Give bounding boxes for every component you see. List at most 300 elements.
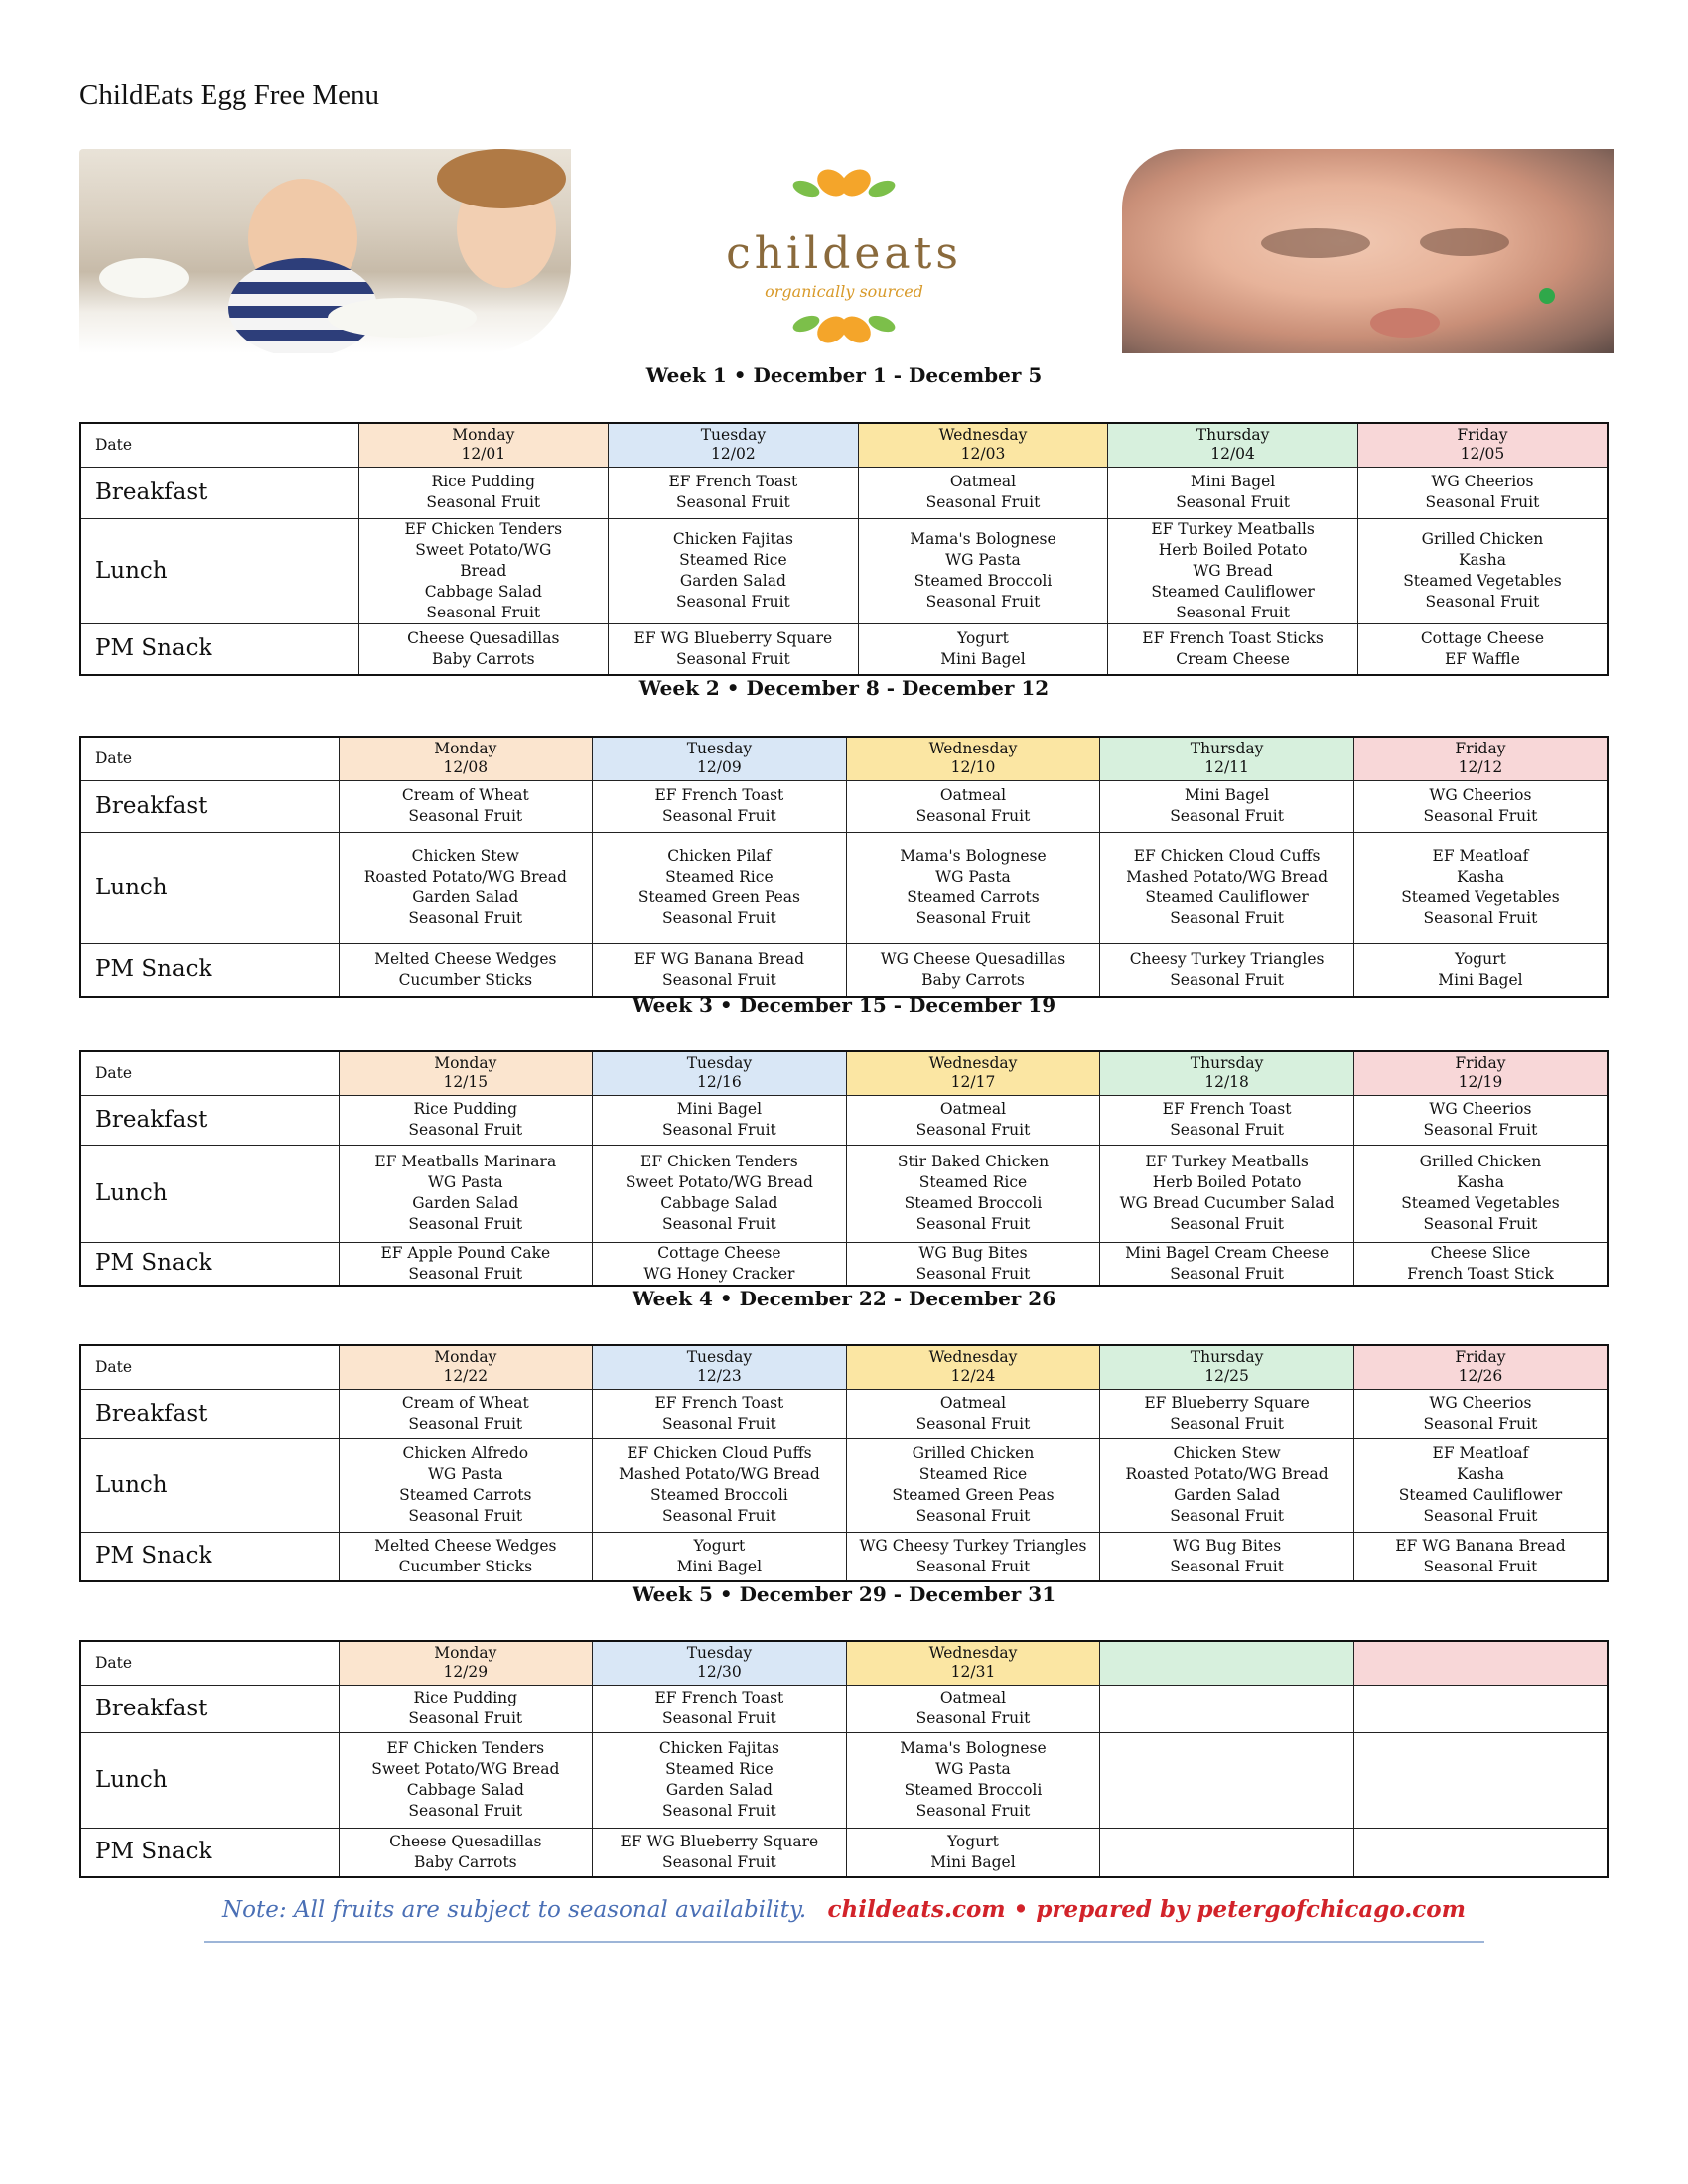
day-date: 12/11 bbox=[1204, 758, 1249, 777]
cell-snack bbox=[1108, 623, 1358, 675]
snack-line: Seasonal Fruit bbox=[1170, 1557, 1284, 1575]
row-lunch bbox=[80, 832, 1608, 943]
lunch-line: Seasonal Fruit bbox=[1423, 909, 1538, 927]
day-name: Tuesday bbox=[700, 426, 767, 445]
lunch-line: Garden Salad bbox=[679, 572, 786, 590]
day-header bbox=[858, 423, 1108, 467]
breakfast-line: Seasonal Fruit bbox=[1423, 1415, 1538, 1433]
day-name: Wednesday bbox=[928, 1348, 1018, 1367]
lunch-line: Grilled Chicken bbox=[1419, 1153, 1542, 1170]
day-header bbox=[1353, 1641, 1608, 1685]
day-date: 12/26 bbox=[1458, 1367, 1503, 1386]
cell-breakfast bbox=[858, 467, 1108, 518]
day-header bbox=[846, 1641, 1100, 1685]
lunch-line: EF Chicken Tenders bbox=[404, 519, 563, 538]
photo-children-eating bbox=[79, 149, 571, 353]
lunch-line: EF Turkey Meatballs bbox=[1145, 1153, 1309, 1170]
lunch-line: EF Chicken Tenders bbox=[640, 1153, 798, 1170]
snack-line: WG Cheese Quesadillas bbox=[880, 949, 1066, 968]
breakfast-line: WG Cheerios bbox=[1429, 786, 1532, 804]
day-header bbox=[339, 1641, 593, 1685]
lunch-line: Chicken Fajitas bbox=[658, 1739, 779, 1757]
breakfast-line: WG Cheerios bbox=[1429, 1394, 1532, 1412]
logo-tagline: organically sourced bbox=[765, 282, 923, 301]
cell-snack bbox=[1353, 1828, 1608, 1877]
breakfast-line: Seasonal Fruit bbox=[408, 1415, 523, 1433]
day-header bbox=[593, 737, 847, 780]
lunch-line: WG Pasta bbox=[945, 551, 1021, 569]
cell-lunch bbox=[1108, 518, 1358, 623]
breakfast-line: Seasonal Fruit bbox=[1170, 1415, 1284, 1433]
lunch-line: Mashed Potato/WG Bread bbox=[618, 1465, 820, 1483]
day-name: Tuesday bbox=[686, 1348, 753, 1367]
row-snack bbox=[80, 1242, 1608, 1286]
row-date bbox=[80, 1345, 1608, 1389]
lunch-line: Steamed Broccoli bbox=[904, 1194, 1043, 1212]
lunch-line: Steamed Green Peas bbox=[892, 1486, 1055, 1504]
breakfast-line: Oatmeal bbox=[949, 473, 1017, 490]
snack-line: Cottage Cheese bbox=[1420, 628, 1545, 647]
row-label-date: Date bbox=[80, 737, 339, 780]
row-lunch bbox=[80, 1438, 1608, 1532]
cell-lunch bbox=[1100, 1145, 1354, 1242]
document-title: ChildEats Egg Free Menu bbox=[79, 79, 380, 111]
breakfast-line: WG Cheerios bbox=[1431, 473, 1534, 490]
snack-line: WG Bug Bites bbox=[918, 1243, 1028, 1262]
week-menu-table bbox=[79, 422, 1609, 676]
row-label-breakfast: Breakfast bbox=[80, 1389, 339, 1438]
lunch-line: Seasonal Fruit bbox=[915, 1215, 1031, 1233]
breakfast-line: Seasonal Fruit bbox=[1425, 493, 1540, 511]
lunch-line: Steamed Broccoli bbox=[914, 572, 1053, 590]
day-name: Wednesday bbox=[928, 1644, 1018, 1663]
breakfast-line: Seasonal Fruit bbox=[408, 807, 523, 825]
lunch-line: Chicken Alfredo bbox=[402, 1444, 529, 1462]
breakfast-line: EF French Toast bbox=[654, 1689, 784, 1706]
cell-snack bbox=[1353, 943, 1608, 997]
week-menu-table bbox=[79, 736, 1609, 998]
breakfast-line: Rice Pudding bbox=[413, 1100, 518, 1118]
day-header bbox=[593, 1051, 847, 1095]
row-label-snack: PM Snack bbox=[80, 1242, 339, 1286]
lunch-line: WG Bread bbox=[1193, 561, 1273, 580]
lunch-line: Steamed Vegetables bbox=[1401, 888, 1560, 906]
lunch-line: Steamed Green Peas bbox=[637, 888, 800, 906]
childeats-logo bbox=[695, 159, 993, 357]
lunch-line: Seasonal Fruit bbox=[1170, 1507, 1284, 1525]
cell-breakfast bbox=[1108, 467, 1358, 518]
cell-lunch bbox=[339, 832, 593, 943]
lunch-line: Seasonal Fruit bbox=[426, 603, 541, 621]
lunch-line: Steamed Broccoli bbox=[904, 1781, 1043, 1799]
breakfast-line: Cream of Wheat bbox=[401, 786, 529, 804]
day-date: 12/17 bbox=[950, 1073, 996, 1092]
cell-snack bbox=[858, 623, 1108, 675]
cell-lunch bbox=[1353, 1145, 1608, 1242]
snack-line: EF WG Blueberry Square bbox=[620, 1832, 819, 1850]
lunch-line: Seasonal Fruit bbox=[408, 1215, 523, 1233]
breakfast-line: EF French Toast bbox=[654, 786, 784, 804]
day-header bbox=[1100, 737, 1354, 780]
lunch-line: Cabbage Salad bbox=[660, 1194, 778, 1212]
snack-line: Mini Bagel bbox=[940, 649, 1026, 668]
cell-lunch bbox=[593, 1438, 847, 1532]
cell-breakfast bbox=[339, 1389, 593, 1438]
lunch-line: Mama's Bolognese bbox=[900, 847, 1047, 865]
snack-line: Mini Bagel bbox=[930, 1852, 1016, 1871]
lunch-line: EF Meatloaf bbox=[1432, 1444, 1529, 1462]
breakfast-line: Seasonal Fruit bbox=[662, 807, 776, 825]
cell-lunch bbox=[339, 1732, 593, 1828]
cell-lunch bbox=[1100, 1438, 1354, 1532]
snack-line: EF Waffle bbox=[1444, 649, 1520, 668]
lunch-line: Cabbage Salad bbox=[424, 582, 542, 601]
row-label-breakfast: Breakfast bbox=[80, 467, 358, 518]
week-menu-table bbox=[79, 1640, 1609, 1878]
breakfast-line: Seasonal Fruit bbox=[915, 1121, 1031, 1139]
cell-breakfast bbox=[1100, 1389, 1354, 1438]
cell-snack bbox=[609, 623, 859, 675]
lunch-line: WG Pasta bbox=[427, 1465, 503, 1483]
lunch-line: Chicken Pilaf bbox=[667, 847, 772, 865]
day-header bbox=[358, 423, 609, 467]
row-label-snack: PM Snack bbox=[80, 943, 339, 997]
lunch-line: Garden Salad bbox=[1174, 1486, 1281, 1504]
day-date: 12/30 bbox=[697, 1663, 742, 1682]
breakfast-line: Seasonal Fruit bbox=[1423, 1121, 1538, 1139]
lunch-line: Grilled Chicken bbox=[1421, 530, 1544, 548]
breakfast-line: Mini Bagel bbox=[676, 1100, 763, 1118]
cell-breakfast bbox=[1353, 1095, 1608, 1145]
day-header bbox=[1100, 1051, 1354, 1095]
row-breakfast bbox=[80, 1389, 1608, 1438]
cell-snack bbox=[846, 1532, 1100, 1581]
cell-breakfast bbox=[846, 1095, 1100, 1145]
lunch-line: Seasonal Fruit bbox=[676, 593, 790, 611]
snack-line: Yogurt bbox=[1455, 949, 1506, 968]
lunch-line: EF Chicken Cloud Puffs bbox=[627, 1444, 812, 1462]
lunch-line: Chicken Stew bbox=[1173, 1444, 1281, 1462]
breakfast-line: Oatmeal bbox=[939, 1689, 1007, 1706]
lunch-line: Steamed Vegetables bbox=[1401, 1194, 1560, 1212]
lunch-line: Kasha bbox=[1456, 1173, 1504, 1191]
snack-line: Melted Cheese Wedges bbox=[374, 949, 557, 968]
lunch-line: Seasonal Fruit bbox=[408, 1507, 523, 1525]
lunch-line: WG Pasta bbox=[935, 1760, 1011, 1778]
cell-breakfast bbox=[1357, 467, 1608, 518]
snack-line: Cheese Quesadillas bbox=[389, 1832, 542, 1850]
row-label-date: Date bbox=[80, 423, 358, 467]
lunch-line: Sweet Potato/WG Bread bbox=[371, 1760, 560, 1778]
week-title: Week 3 • December 15 - December 19 bbox=[632, 993, 1056, 1017]
breakfast-line: Seasonal Fruit bbox=[408, 1121, 523, 1139]
day-date: 12/15 bbox=[443, 1073, 489, 1092]
cell-snack bbox=[339, 1532, 593, 1581]
lunch-line: Chicken Fajitas bbox=[672, 530, 793, 548]
day-name: Wednesday bbox=[928, 740, 1018, 758]
week-title: Week 1 • December 1 - December 5 bbox=[645, 363, 1043, 387]
lunch-line: Garden Salad bbox=[412, 1194, 519, 1212]
day-header bbox=[1353, 1345, 1608, 1389]
breakfast-line: Seasonal Fruit bbox=[662, 1415, 776, 1433]
day-header bbox=[1100, 1345, 1354, 1389]
cell-breakfast bbox=[609, 467, 859, 518]
cell-lunch bbox=[1357, 518, 1608, 623]
cell-breakfast bbox=[358, 467, 609, 518]
breakfast-line: Mini Bagel bbox=[1190, 473, 1276, 490]
day-header bbox=[1353, 737, 1608, 780]
breakfast-line: Oatmeal bbox=[939, 1394, 1007, 1412]
snack-line: Seasonal Fruit bbox=[915, 1557, 1031, 1575]
cell-lunch bbox=[609, 518, 859, 623]
row-label-breakfast: Breakfast bbox=[80, 1685, 339, 1732]
row-date bbox=[80, 737, 1608, 780]
lunch-line: EF Turkey Meatballs bbox=[1151, 519, 1315, 538]
lunch-line: Roasted Potato/WG Bread bbox=[1125, 1465, 1329, 1483]
snack-line: Seasonal Fruit bbox=[662, 970, 776, 989]
lunch-line: Seasonal Fruit bbox=[1170, 1215, 1284, 1233]
cell-snack bbox=[1100, 943, 1354, 997]
snack-line: Cheesy Turkey Triangles bbox=[1129, 949, 1325, 968]
day-date: 12/18 bbox=[1204, 1073, 1249, 1092]
cell-lunch bbox=[846, 1732, 1100, 1828]
row-lunch bbox=[80, 1732, 1608, 1828]
row-date bbox=[80, 1641, 1608, 1685]
day-date: 12/23 bbox=[697, 1367, 742, 1386]
snack-line: EF WG Banana Bread bbox=[1395, 1536, 1566, 1555]
week-menu-table bbox=[79, 1050, 1609, 1287]
cell-breakfast bbox=[846, 1685, 1100, 1732]
day-header bbox=[593, 1641, 847, 1685]
lunch-line: EF Chicken Tenders bbox=[386, 1739, 545, 1757]
snack-line: WG Honey Cracker bbox=[643, 1264, 795, 1283]
row-label-lunch: Lunch bbox=[80, 1438, 339, 1532]
day-header bbox=[1100, 1641, 1354, 1685]
day-date: 12/01 bbox=[461, 445, 506, 464]
breakfast-line: Rice Pudding bbox=[431, 473, 536, 490]
cell-snack bbox=[1353, 1532, 1608, 1581]
row-label-lunch: Lunch bbox=[80, 1732, 339, 1828]
snack-line: Seasonal Fruit bbox=[1423, 1557, 1538, 1575]
lunch-line: Mama's Bolognese bbox=[900, 1739, 1047, 1757]
lunch-line: Roasted Potato/WG Bread bbox=[363, 868, 567, 886]
row-label-snack: PM Snack bbox=[80, 623, 358, 675]
lunch-line: Seasonal Fruit bbox=[1423, 1507, 1538, 1525]
snack-line: Seasonal Fruit bbox=[1170, 1264, 1284, 1283]
day-header bbox=[1108, 423, 1358, 467]
lunch-line: WG Pasta bbox=[935, 868, 1011, 886]
breakfast-line: Seasonal Fruit bbox=[426, 493, 541, 511]
cell-snack bbox=[593, 1532, 847, 1581]
cell-lunch bbox=[858, 518, 1108, 623]
breakfast-line: Oatmeal bbox=[939, 786, 1007, 804]
day-name: Thursday bbox=[1190, 1054, 1264, 1073]
breakfast-line: Seasonal Fruit bbox=[925, 493, 1041, 511]
day-name: Friday bbox=[1455, 740, 1506, 758]
day-date: 12/16 bbox=[697, 1073, 742, 1092]
cell-lunch bbox=[846, 1145, 1100, 1242]
cell-lunch bbox=[593, 832, 847, 943]
breakfast-line: WG Cheerios bbox=[1429, 1100, 1532, 1118]
day-header bbox=[846, 737, 1100, 780]
snack-line: Cottage Cheese bbox=[657, 1243, 781, 1262]
day-header bbox=[846, 1051, 1100, 1095]
lunch-line: Steamed Vegetables bbox=[1403, 572, 1562, 590]
lunch-line: Herb Boiled Potato bbox=[1152, 1173, 1302, 1191]
lunch-line: Steamed Rice bbox=[665, 868, 774, 886]
day-header bbox=[339, 1345, 593, 1389]
lunch-line: Steamed Rice bbox=[918, 1465, 1028, 1483]
breakfast-line: Seasonal Fruit bbox=[1170, 1121, 1284, 1139]
snack-line: Baby Carrots bbox=[413, 1852, 517, 1871]
cell-snack bbox=[593, 1828, 847, 1877]
snack-line: Mini Bagel bbox=[676, 1557, 763, 1575]
cell-snack bbox=[1100, 1242, 1354, 1286]
availability-note: Note: All fruits are subject to seasonal availability. bbox=[222, 1897, 807, 1923]
day-date: 12/31 bbox=[950, 1663, 996, 1682]
snack-line: Seasonal Fruit bbox=[915, 1264, 1031, 1283]
cell-lunch bbox=[593, 1145, 847, 1242]
cell-breakfast bbox=[339, 1685, 593, 1732]
cell-lunch bbox=[1353, 1732, 1608, 1828]
row-breakfast bbox=[80, 1685, 1608, 1732]
day-header bbox=[1353, 1051, 1608, 1095]
lunch-line: Steamed Cauliflower bbox=[1398, 1486, 1563, 1504]
lunch-line: Seasonal Fruit bbox=[925, 593, 1041, 611]
breakfast-line: EF French Toast bbox=[668, 473, 798, 490]
cell-snack bbox=[593, 943, 847, 997]
day-name: Monday bbox=[434, 740, 497, 758]
cell-snack bbox=[1100, 1828, 1354, 1877]
cell-snack bbox=[339, 943, 593, 997]
lunch-line: Chicken Stew bbox=[411, 847, 519, 865]
day-date: 12/19 bbox=[1458, 1073, 1503, 1092]
row-lunch bbox=[80, 1145, 1608, 1242]
day-date: 12/04 bbox=[1210, 445, 1255, 464]
cell-breakfast bbox=[593, 780, 847, 832]
snack-line: Mini Bagel Cream Cheese bbox=[1125, 1243, 1330, 1262]
snack-line: WG Cheesy Turkey Triangles bbox=[859, 1536, 1087, 1555]
snack-line: Cheese Slice bbox=[1430, 1243, 1531, 1262]
breakfast-line: Seasonal Fruit bbox=[408, 1709, 523, 1727]
lunch-line: Seasonal Fruit bbox=[1425, 593, 1540, 611]
cell-lunch bbox=[358, 518, 609, 623]
cell-breakfast bbox=[339, 780, 593, 832]
day-name: Tuesday bbox=[686, 1054, 753, 1073]
day-date: 12/03 bbox=[960, 445, 1006, 464]
breakfast-line: Seasonal Fruit bbox=[1170, 807, 1284, 825]
row-breakfast bbox=[80, 780, 1608, 832]
week-title: Week 2 • December 8 - December 12 bbox=[638, 676, 1050, 700]
row-snack bbox=[80, 1532, 1608, 1581]
snack-line: Seasonal Fruit bbox=[676, 649, 790, 668]
snack-line: Cream Cheese bbox=[1176, 649, 1290, 668]
day-header bbox=[609, 423, 859, 467]
snack-line: WG Bug Bites bbox=[1172, 1536, 1282, 1555]
lunch-line: Seasonal Fruit bbox=[408, 1802, 523, 1820]
lunch-line: Seasonal Fruit bbox=[1176, 603, 1290, 621]
day-header bbox=[846, 1345, 1100, 1389]
cell-breakfast bbox=[593, 1389, 847, 1438]
lunch-line: Steamed Carrots bbox=[399, 1486, 532, 1504]
cell-lunch bbox=[339, 1145, 593, 1242]
lunch-line: EF Chicken Cloud Cuffs bbox=[1133, 847, 1321, 865]
day-name: Monday bbox=[434, 1348, 497, 1367]
row-breakfast bbox=[80, 1095, 1608, 1145]
snack-line: EF WG Blueberry Square bbox=[633, 628, 833, 647]
day-name: Monday bbox=[452, 426, 515, 445]
cell-breakfast bbox=[846, 1389, 1100, 1438]
day-name: Thursday bbox=[1196, 426, 1270, 445]
cell-snack bbox=[339, 1242, 593, 1286]
cell-snack bbox=[1353, 1242, 1608, 1286]
day-header bbox=[339, 737, 593, 780]
breakfast-line: Seasonal Fruit bbox=[915, 807, 1031, 825]
day-date: 12/10 bbox=[950, 758, 996, 777]
day-date: 12/09 bbox=[697, 758, 742, 777]
snack-line: Baby Carrots bbox=[431, 649, 535, 668]
day-name: Monday bbox=[434, 1644, 497, 1663]
row-date bbox=[80, 1051, 1608, 1095]
snack-line: Yogurt bbox=[947, 1832, 999, 1850]
lunch-line: Seasonal Fruit bbox=[915, 1802, 1031, 1820]
cell-breakfast bbox=[593, 1095, 847, 1145]
cell-breakfast bbox=[1100, 780, 1354, 832]
row-label-lunch: Lunch bbox=[80, 832, 339, 943]
lunch-line: Garden Salad bbox=[412, 888, 519, 906]
lunch-line: Bread bbox=[460, 561, 507, 580]
row-label-date: Date bbox=[80, 1641, 339, 1685]
lunch-line: Steamed Carrots bbox=[907, 888, 1040, 906]
day-name: Wednesday bbox=[938, 426, 1028, 445]
row-label-breakfast: Breakfast bbox=[80, 1095, 339, 1145]
cell-lunch bbox=[1100, 1732, 1354, 1828]
lunch-line: Kasha bbox=[1456, 868, 1504, 886]
row-lunch bbox=[80, 518, 1608, 623]
cell-lunch bbox=[339, 1438, 593, 1532]
day-name: Tuesday bbox=[686, 740, 753, 758]
lunch-line: Steamed Cauliflower bbox=[1151, 582, 1315, 601]
breakfast-line: Seasonal Fruit bbox=[662, 1709, 776, 1727]
cell-breakfast bbox=[593, 1685, 847, 1732]
cell-lunch bbox=[846, 1438, 1100, 1532]
lunch-line: Mashed Potato/WG Bread bbox=[1126, 868, 1328, 886]
row-snack bbox=[80, 1828, 1608, 1877]
day-name: Monday bbox=[434, 1054, 497, 1073]
cell-breakfast bbox=[1353, 1389, 1608, 1438]
lunch-line: Cabbage Salad bbox=[406, 1781, 524, 1799]
snack-line: Yogurt bbox=[957, 628, 1009, 647]
cell-lunch bbox=[1100, 832, 1354, 943]
cell-snack bbox=[1357, 623, 1608, 675]
row-label-date: Date bbox=[80, 1051, 339, 1095]
lunch-line: Seasonal Fruit bbox=[915, 909, 1031, 927]
cell-snack bbox=[358, 623, 609, 675]
lunch-line: EF Meatballs Marinara bbox=[374, 1153, 557, 1170]
lunch-line: Sweet Potato/WG Bread bbox=[625, 1173, 813, 1191]
lunch-line: Seasonal Fruit bbox=[1170, 909, 1284, 927]
row-snack bbox=[80, 623, 1608, 675]
lunch-line: Steamed Cauliflower bbox=[1145, 888, 1309, 906]
snack-line: French Toast Stick bbox=[1407, 1264, 1554, 1283]
breakfast-line: Mini Bagel bbox=[1184, 786, 1270, 804]
cell-snack bbox=[846, 1242, 1100, 1286]
lunch-line: Kasha bbox=[1458, 551, 1506, 569]
lunch-line: Steamed Rice bbox=[665, 1760, 774, 1778]
breakfast-line: Seasonal Fruit bbox=[915, 1709, 1031, 1727]
snack-line: Melted Cheese Wedges bbox=[374, 1536, 557, 1555]
day-name: Friday bbox=[1455, 1054, 1506, 1073]
